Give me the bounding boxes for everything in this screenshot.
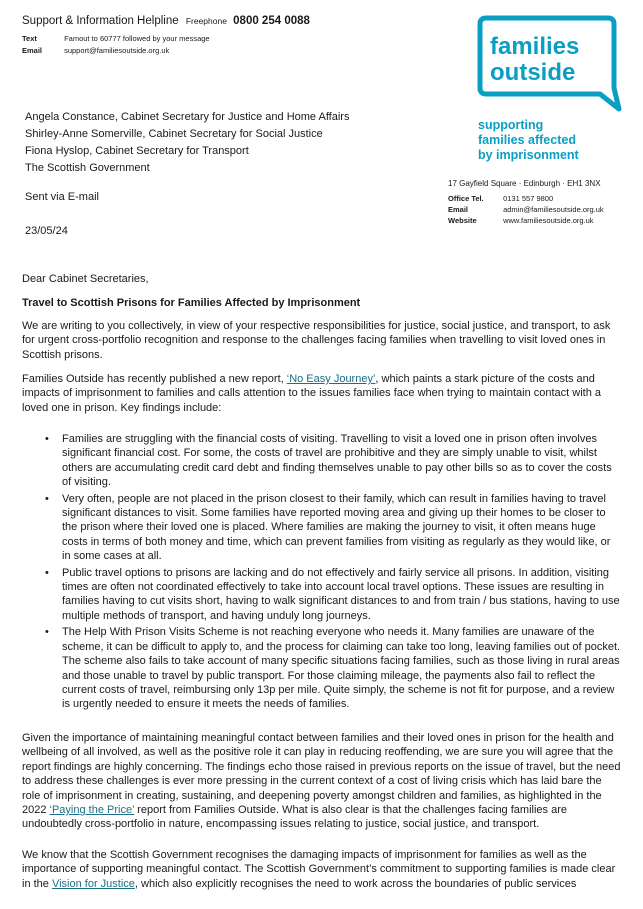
logo-tagline-2: families affected bbox=[478, 133, 576, 147]
paragraph-4-text: , which also explicitly recognises the need to work across the boundaries of public services bbox=[134, 877, 577, 890]
paragraph-3 bbox=[22, 731, 622, 832]
recipient-line: Angela Constance, Cabinet Secretary for Justice and Home Affairs bbox=[25, 111, 350, 123]
paragraph-3-text: Given the importance of maintaining meaningful contact between families and their loved ones in prison for the health and wellbeing of all involved, as well as the positive role it can play in reducing reoffending, we are sure you will agree that the report findings are highly concerning. The findings echo those raised in previous reports on the issue of travel, but the need to address these challenges is ever more pressing in the current context of a cost of living crisis which has laid bare the role of imprisonment in creating, sustaining, and deepening poverty amongst children and families, as highlighted in the 2022 bbox=[22, 732, 621, 817]
website-value: www.familiesoutside.org.uk bbox=[503, 216, 594, 225]
website-row bbox=[448, 216, 594, 225]
logo-tagline bbox=[478, 118, 628, 163]
paragraph-4-text: We know that the Scottish Government recognises the damaging impacts of imprisonment for families as well as the importance of supporting meaningful contact. The Scottish Government’s commitment to supporting families is made clear in the bbox=[22, 849, 616, 890]
paragraph-1: We are writing to you collectively, in view of your respective responsibilities for justice, social justice, and transport, to ask for urgent cross-portfolio recognition and response to the challenges facing families when travelling to visit loved ones in Scottish prisons. bbox=[22, 320, 611, 361]
paragraph-2-text: , which paints a stark picture of the costs and impacts of imprisonment to families and calls attention to the issues families face when trying to maintain contact with a loved one in prison. Key findings include: bbox=[22, 373, 601, 414]
list-item-text: Very often, people are not placed in the prison closest to their family, which can result in families having to travel significant distances to visit. Some families have reported moving area and giving up their homes to be closer to the prison where their loved one is placed. Where families are making the journey to visit, it often means huge costs in terms of both money and time, which can prevent families from visiting as regularly as they would like, or in some cases at all. bbox=[62, 492, 611, 563]
recipient-line: Fiona Hyslop, Cabinet Secretary for Transport bbox=[25, 145, 249, 157]
org-address: 17 Gayfield Square · Edinburgh · EH1 3NX bbox=[448, 179, 601, 188]
email-contact-row bbox=[22, 46, 169, 55]
letter-date: 23/05/24 bbox=[25, 225, 68, 237]
bullet-icon: • bbox=[45, 626, 49, 639]
org-email-value: admin@familiesoutside.org.uk bbox=[503, 205, 604, 214]
helpline-title: Support & Information Helpline bbox=[22, 15, 179, 27]
logo-line2: outside bbox=[490, 59, 576, 86]
bullet-icon: • bbox=[45, 566, 49, 579]
freephone-label: Freephone bbox=[185, 16, 227, 26]
recipient-line: Shirley-Anne Somerville, Cabinet Secretary for Social Justice bbox=[25, 128, 323, 140]
email-value: support@familiesoutside.org.uk bbox=[64, 46, 170, 55]
org-email-row bbox=[448, 205, 604, 214]
list-item-text: The Help With Prison Visits Scheme is not reaching everyone who needs it. Many families are unaware of the scheme, it can be difficult to apply to, and the process for claiming can take too long, leaving families out of pocket. The scheme also fails to take account of many specific situations facing families, such as those living in rural areas and those unable to travel by public transport. For those claiming mileage, the payments also fail to reflect the current costs of travel, reimbursing only 13p per mile. Quite simply, the scheme is not fit for purpose, and a review is urgently needed to ensure it meets the needs of families. bbox=[62, 626, 621, 711]
email-label: Email bbox=[22, 46, 43, 55]
paragraph-2-text: Families Outside has recently published a new report, bbox=[22, 373, 287, 385]
office-tel-row bbox=[448, 194, 553, 203]
freephone-number: 0800 254 0088 bbox=[233, 15, 310, 27]
vision-for-justice-link[interactable]: Vision for Justice bbox=[51, 877, 135, 890]
paying-the-price-link[interactable]: ‘Paying the Price’ bbox=[49, 804, 135, 817]
office-tel-label: Office Tel. bbox=[448, 194, 484, 203]
logo-tagline-3: by imprisonment bbox=[478, 148, 579, 162]
text-label: Text bbox=[22, 34, 37, 43]
bullet-icon: • bbox=[45, 433, 49, 445]
list-item-text: Public travel options to prisons are lacking and do not effectively and fairly service all prisons. In addition, visiting times are often not coordinated effectively to take into account local travel options. These issues are resulting in families having to cut visits short, having to walk significant distances to and from train / bus stations, having to use multiple methods of transport, and having unduly long journeys. bbox=[62, 566, 620, 622]
list-item bbox=[42, 625, 622, 711]
no-easy-journey-link[interactable]: ‘No Easy Journey’ bbox=[286, 373, 376, 385]
list-item bbox=[42, 492, 622, 564]
recipients-block bbox=[25, 109, 349, 177]
website-label: Website bbox=[448, 216, 477, 225]
paragraph-2 bbox=[22, 372, 622, 415]
office-tel-value: 0131 557 9800 bbox=[503, 194, 554, 203]
text-value: Famout to 60777 followed by your message bbox=[64, 34, 210, 43]
paragraph-3-text: report from Families Outside. What is also clear is that the challenges facing families are undoubtedly cross-portfolio in nature, encompassing issues relating to justice, social justice, and transport. bbox=[22, 804, 567, 831]
logo-line1: families bbox=[490, 33, 580, 60]
list-item bbox=[42, 566, 622, 624]
org-email-label: Email bbox=[448, 205, 469, 214]
paragraph-4 bbox=[22, 848, 622, 891]
helpline-header bbox=[22, 15, 310, 27]
salutation: Dear Cabinet Secretaries, bbox=[22, 273, 149, 285]
sent-via: Sent via E-mail bbox=[25, 191, 99, 203]
text-contact-row bbox=[22, 34, 210, 43]
list-item bbox=[42, 432, 622, 490]
recipient-line: The Scottish Government bbox=[25, 162, 150, 174]
logo-tagline-1: supporting bbox=[478, 118, 544, 132]
bullet-icon: • bbox=[45, 492, 49, 505]
key-findings-list bbox=[42, 432, 622, 714]
subject-line: Travel to Scottish Prisons for Families Affected by Imprisonment bbox=[22, 297, 361, 309]
list-item-text: Families are struggling with the financial costs of visiting. Travelling to visit a loved one in prison often involves significant financial cost. For some, the costs of travel are prohibitive and they are simply unable to visit, whilst others are accumulating credit card debt and finding themselves unable to pay other bills so as to cover the costs of visiting. bbox=[62, 433, 612, 489]
